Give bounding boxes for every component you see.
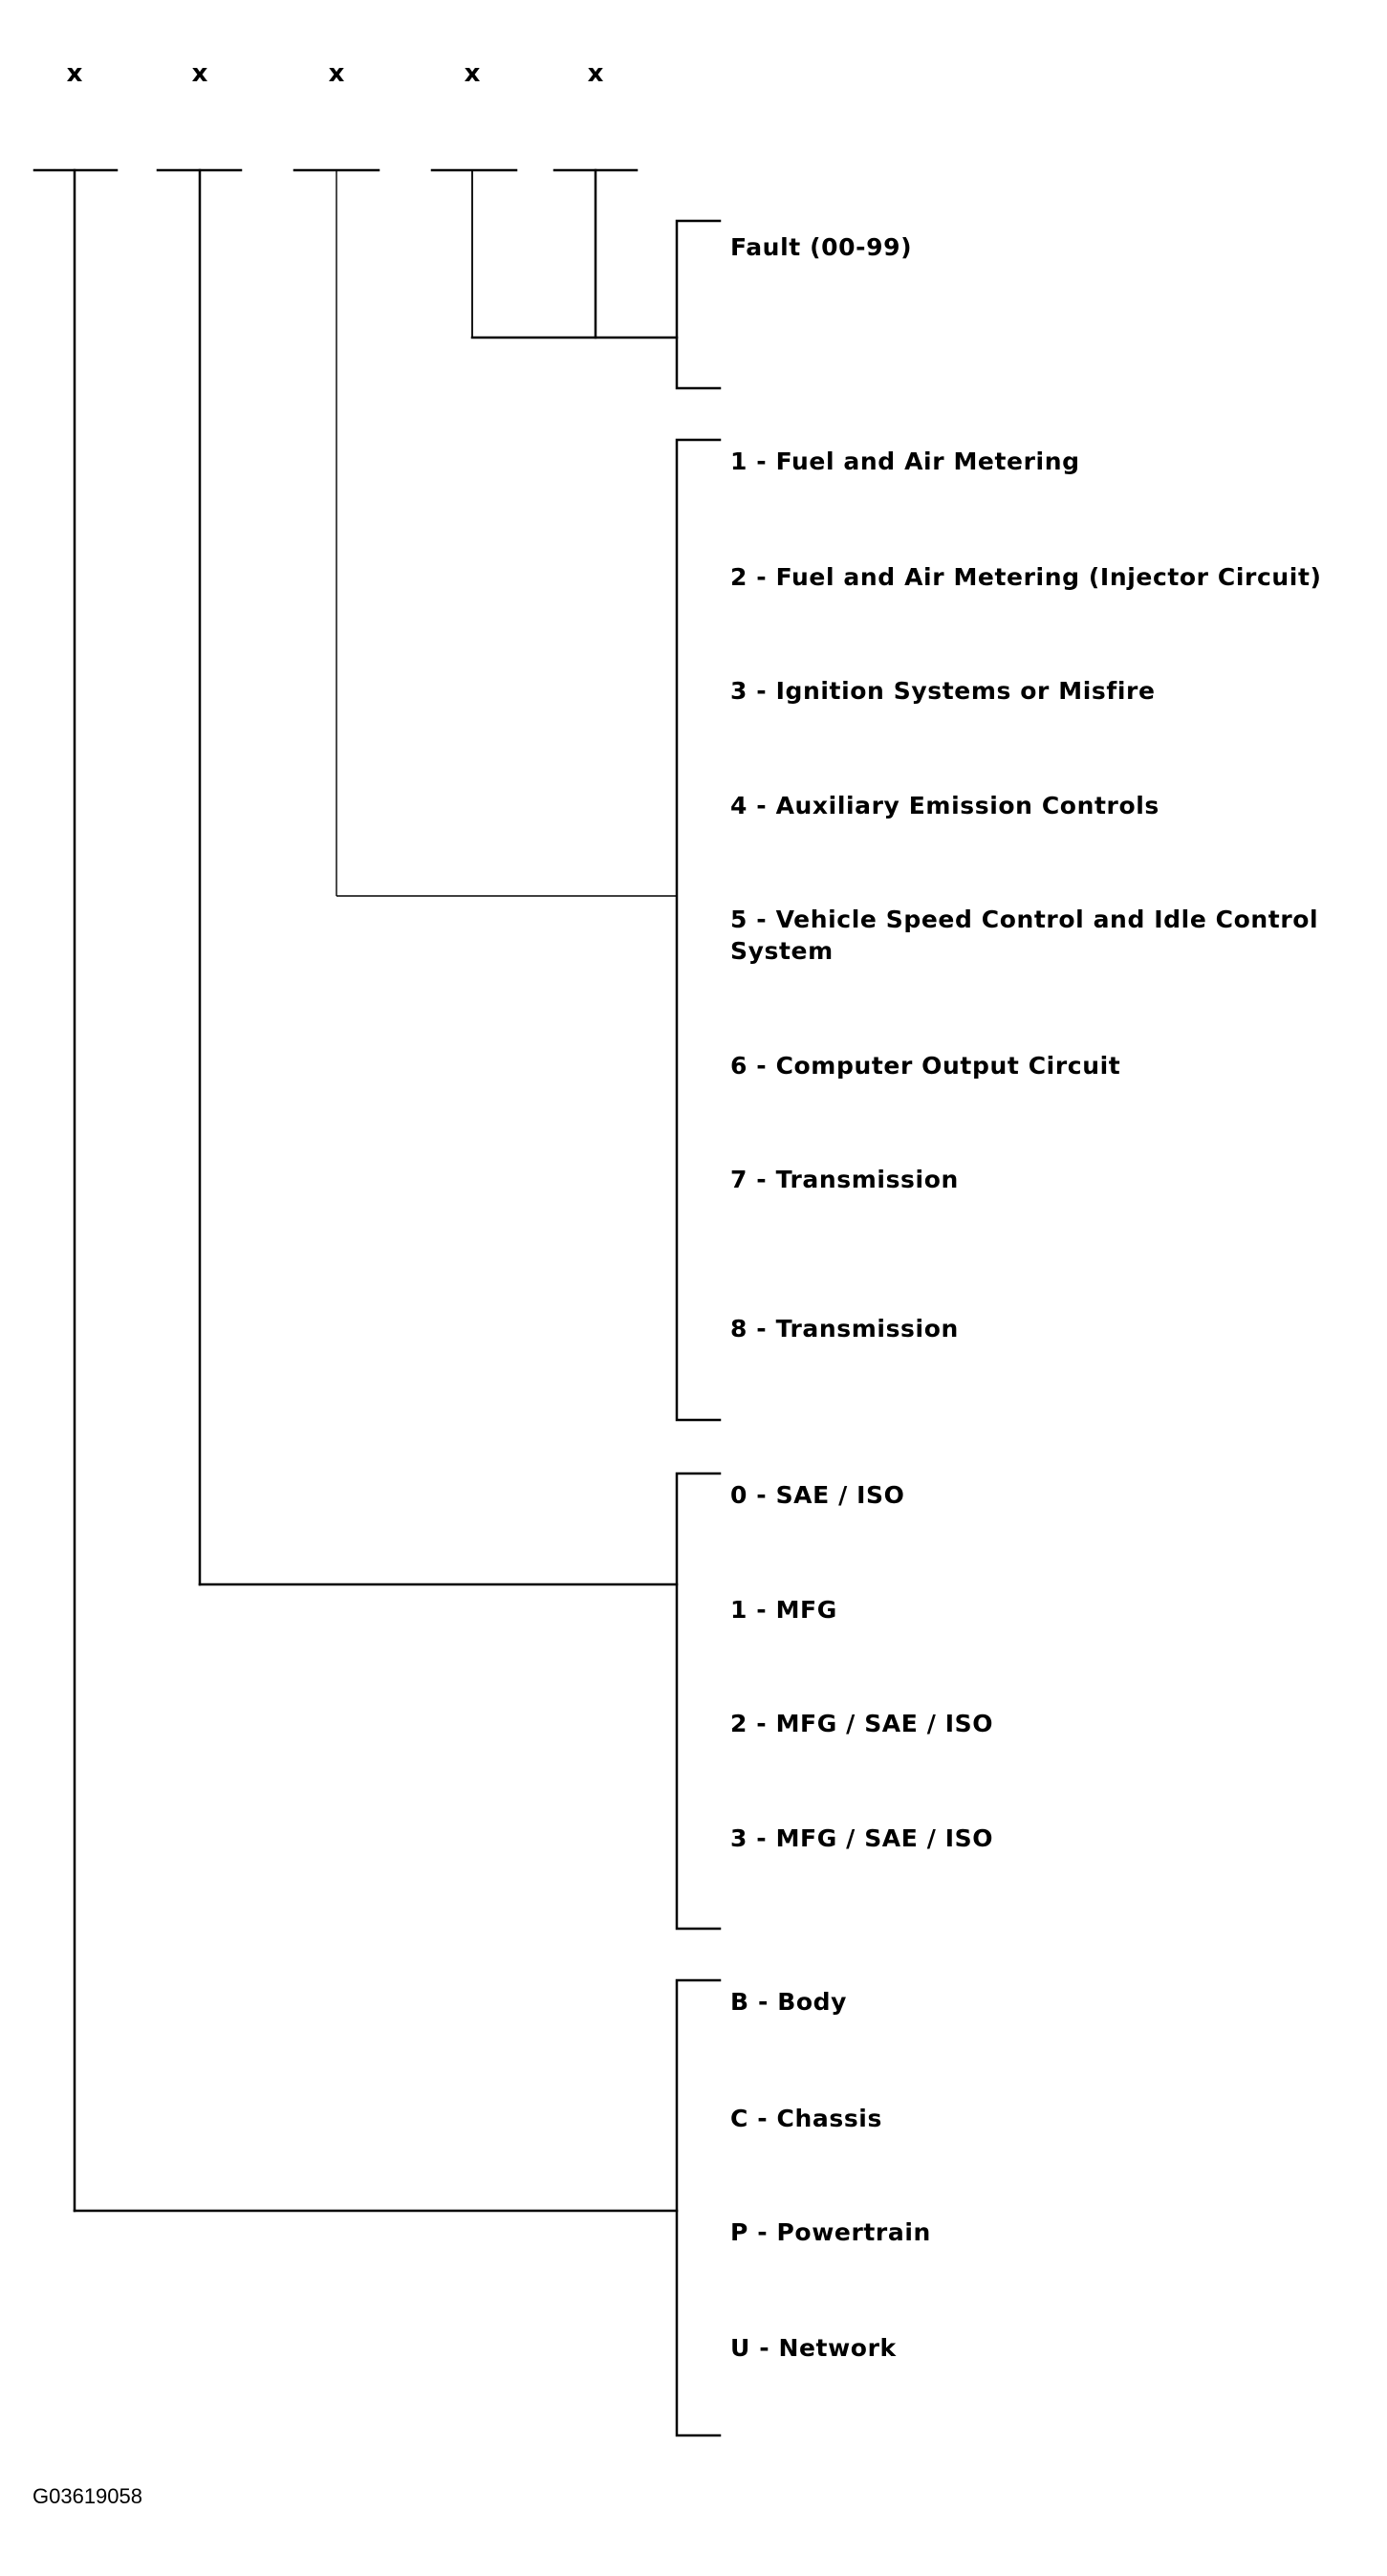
position-2-marker: x	[191, 59, 208, 88]
position-5-marker: x	[587, 59, 604, 88]
code-type-item: 0 - SAE / ISO	[730, 1481, 905, 1509]
code-type-item: 3 - MFG / SAE / ISO	[730, 1824, 994, 1852]
code-type-item: 2 - MFG / SAE / ISO	[730, 1710, 994, 1737]
subsystem-item: 3 - Ignition Systems or Misfire	[730, 677, 1156, 705]
position-4-marker: x	[464, 59, 481, 88]
position-3-marker: x	[328, 59, 345, 88]
subsystem-item: 2 - Fuel and Air Metering (Injector Circuit)	[730, 563, 1322, 591]
subsystem-item: 4 - Auxiliary Emission Controls	[730, 792, 1159, 819]
subsystem-item: 6 - Computer Output Circuit	[730, 1052, 1121, 1080]
figure-id: G03619058	[33, 2484, 142, 2508]
subsystem-bracket	[677, 440, 720, 1420]
code-type-item: 1 - MFG	[730, 1596, 837, 1624]
system-item: B - Body	[730, 1988, 848, 2016]
system-item: C - Chassis	[730, 2105, 882, 2132]
subsystem-item: 5 - Vehicle Speed Control and Idle Control System	[730, 906, 1319, 965]
subsystem-item: 7 - Transmission	[730, 1166, 959, 1193]
subsystem-item: 1 - Fuel and Air Metering	[730, 448, 1080, 475]
fault-label: Fault (00-99)	[730, 233, 913, 261]
position-1-marker: x	[66, 59, 83, 88]
system-item: U - Network	[730, 2334, 897, 2362]
subsystem-item: 8 - Transmission	[730, 1315, 959, 1343]
code-type-bracket	[677, 1474, 720, 1929]
system-item: P - Powertrain	[730, 2218, 931, 2246]
system-bracket	[677, 1980, 720, 2435]
fault-bracket	[677, 221, 720, 388]
